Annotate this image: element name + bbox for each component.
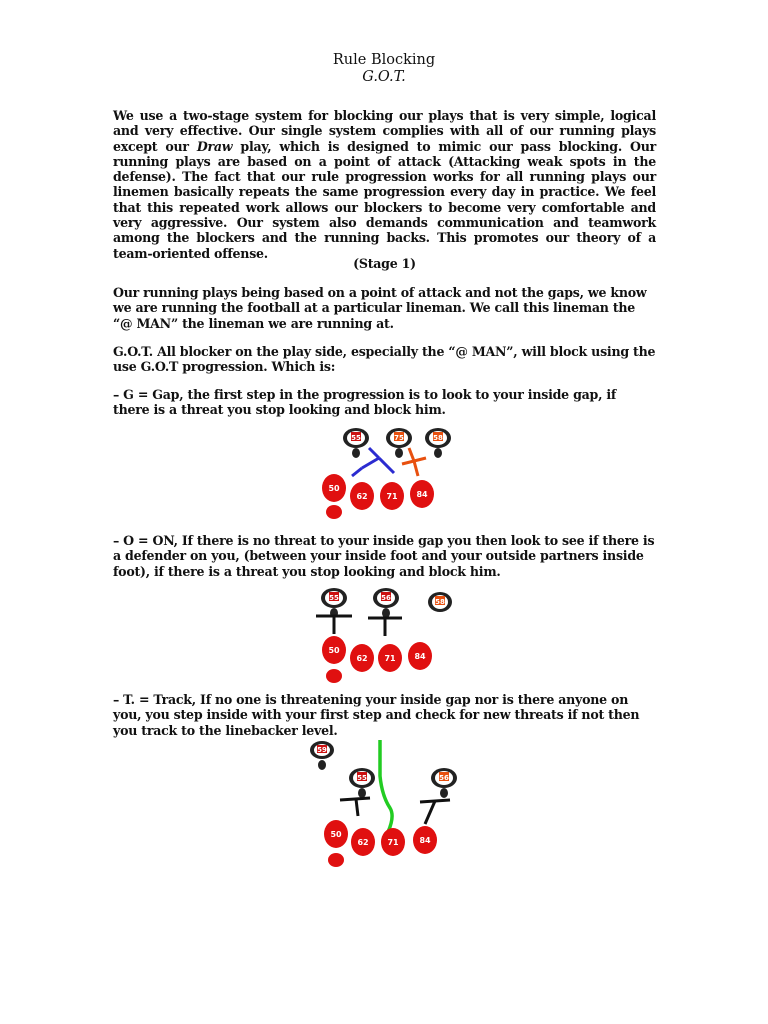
- track-rule-paragraph: – T. = Track, If no one is threatening your inside gap nor is there anyone on you, you step inside with your first step and check for new threats if not then you track to the linebacker level.: [113, 692, 640, 738]
- defender-number: 55: [329, 594, 339, 602]
- gap-rule-paragraph: – G = Gap, the first step in the progression is to look to your inside gap, if there is a threat you stop looking and block him.: [113, 387, 617, 418]
- intro-text-start: We use a two-stage system for blocking our plays that is very simple, logical and very effective. Our single system complies with all of our running plays except our: [113, 108, 656, 154]
- on-rule-paragraph: – O = ON, If there is no threat to your inside gap you then look to see if there is a defender on you, (between your inside foot and your outside partners inside foot), if there is a threat you stop looking and block him.: [113, 533, 655, 579]
- defender-number: 56: [381, 594, 391, 602]
- offensive-lineman: [322, 474, 346, 519]
- lineman-number: 62: [356, 492, 368, 501]
- defender-player: [349, 768, 375, 798]
- track-blocking-diagram: [300, 736, 470, 880]
- offensive-lineman: [380, 482, 404, 510]
- offensive-lineman: [324, 820, 348, 867]
- running-plays-paragraph: Our running plays being based on a point of attack and not the gaps, we know we are running the football at a particular lineman. We call this lineman the “@ MAN” the lineman we are running at.: [113, 285, 647, 331]
- defender-player: [321, 588, 347, 618]
- lineman-number: 71: [387, 838, 399, 847]
- document-title: Rule Blocking: [332, 52, 436, 68]
- defender-number: 55: [351, 434, 361, 442]
- lineman-number: 84: [419, 836, 431, 845]
- track-block-line: [340, 798, 450, 824]
- defender-number: 58: [433, 434, 443, 442]
- lineman-number: 50: [330, 830, 342, 839]
- document-title-block: [0, 52, 768, 86]
- intro-paragraph: [113, 108, 656, 261]
- on-block-line: [316, 616, 402, 636]
- lineman-number: 84: [416, 490, 428, 499]
- defender-number: 55: [357, 774, 367, 782]
- gap-blocking-diagram: [314, 418, 464, 530]
- lineman-number: 62: [357, 838, 369, 847]
- defender-number: 75: [394, 434, 404, 442]
- defender-player: [310, 741, 334, 770]
- lineman-number: 71: [386, 492, 398, 501]
- defender-player: [428, 592, 452, 612]
- offensive-lineman: [350, 644, 374, 672]
- defender-player: [386, 428, 412, 458]
- defender-player: [343, 428, 369, 458]
- offensive-lineman: [378, 644, 402, 672]
- offensive-lineman: [381, 828, 405, 856]
- defender-player: [373, 588, 399, 618]
- defender-player: [431, 768, 457, 798]
- lineman-number: 50: [328, 646, 340, 655]
- offensive-lineman: [351, 828, 375, 856]
- lineman-number: 50: [328, 484, 340, 493]
- track-path-line: [380, 740, 392, 832]
- defender-number: 59: [317, 746, 327, 754]
- gap-block-line: [402, 448, 426, 476]
- lineman-number: 84: [414, 652, 426, 661]
- offensive-lineman: [408, 642, 432, 670]
- defender-number: 58: [435, 598, 445, 606]
- intro-draw-emphasis: Draw: [196, 138, 233, 154]
- got-intro-paragraph: G.O.T. All blocker on the play side, especially the “@ MAN”, will block using the use G.O.T progression. Which is:: [113, 344, 656, 375]
- stage-heading: (Stage 1): [353, 256, 416, 271]
- on-blocking-diagram: [310, 578, 470, 690]
- offensive-lineman: [410, 480, 434, 508]
- offensive-lineman: [322, 636, 346, 683]
- offensive-lineman: [413, 826, 437, 854]
- defender-number: 56: [439, 774, 449, 782]
- defender-player: [425, 428, 451, 458]
- lineman-number: 71: [384, 654, 396, 663]
- intro-text-end: play, which is designed to mimic our pass blocking. Our running plays are based on a point of attack (Attacking weak spots in the defense). The fact that our rule progression works for all running plays our linemen basically repeats the same progression every day in practice. We feel that this repeated work allows our blockers to become very comfortable and very aggressive. Our system also demands communication and teamwork among the blockers and the running backs. This promotes our theory of a team-oriented offense.: [113, 138, 656, 261]
- lineman-number: 62: [356, 654, 368, 663]
- offensive-lineman: [350, 482, 374, 510]
- document-subtitle: G.O.T.: [362, 69, 406, 85]
